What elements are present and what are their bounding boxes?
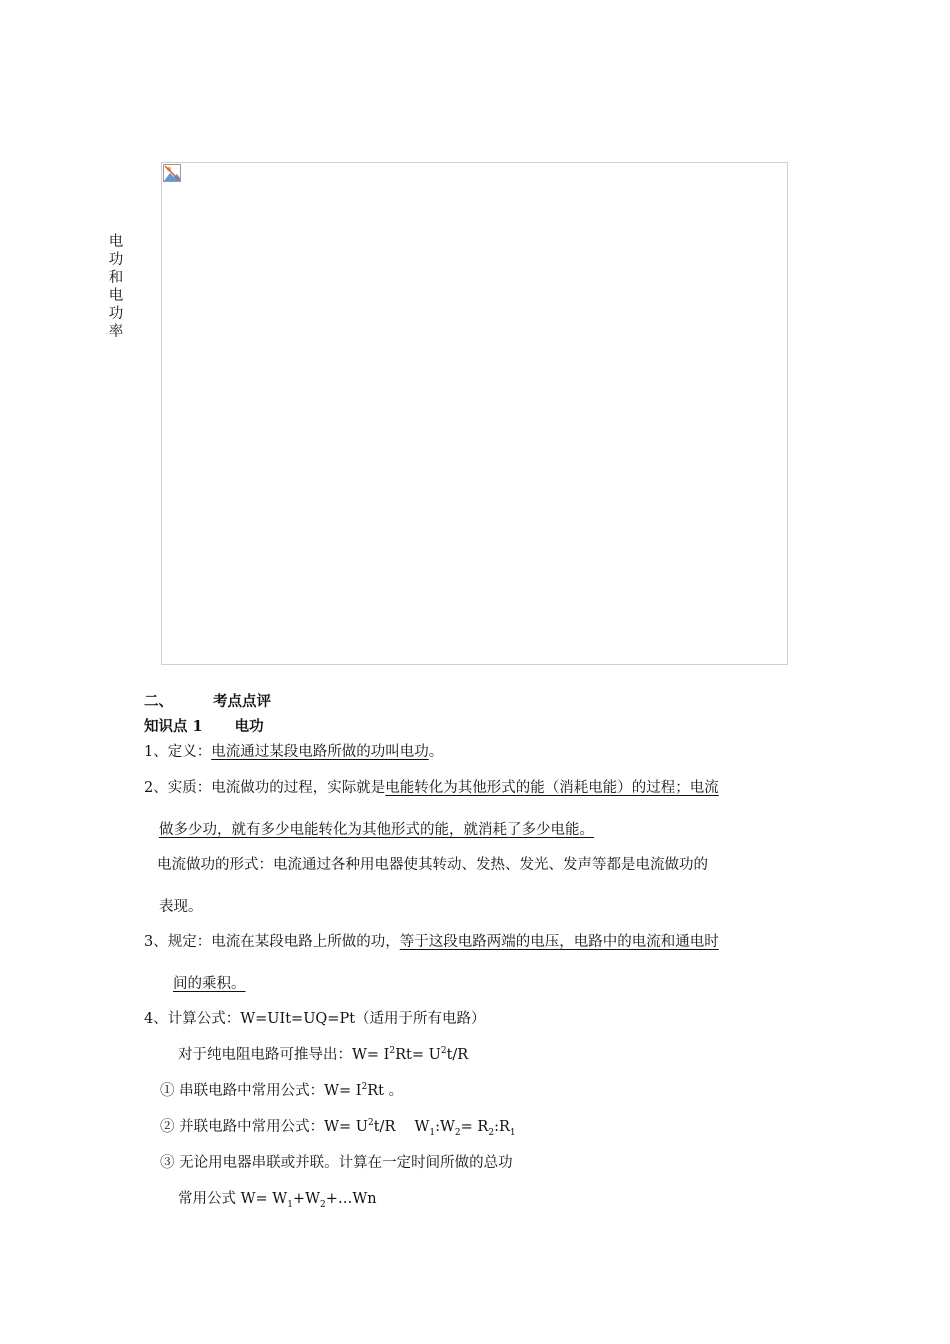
form-line-1 xyxy=(157,853,708,874)
form-line-2 xyxy=(159,895,203,916)
subscript: 1 xyxy=(509,1127,516,1138)
parallel-prefix: ② 并联电路中常用公式：W= U xyxy=(160,1119,368,1135)
total-formula-line xyxy=(178,1187,377,1208)
essence-prefix: 2、实质：电流做功的过程，实际就是 xyxy=(144,780,386,796)
superscript: 2 xyxy=(361,1082,368,1093)
parallel-colon-2: :R xyxy=(494,1119,510,1135)
superscript: 2 xyxy=(440,1046,447,1057)
knowledge-heading xyxy=(144,715,264,736)
pure-prefix: 对于纯电阻电路可推导出：W= I xyxy=(178,1047,390,1063)
title-char: 率 xyxy=(108,324,124,340)
form-text-2: 表现。 xyxy=(159,899,203,915)
title-char: 功 xyxy=(108,252,124,268)
pure-end: t/R xyxy=(446,1047,469,1063)
parallel-colon: :W xyxy=(435,1119,455,1135)
superscript: 2 xyxy=(368,1118,374,1129)
rule-prefix: 3、规定：电流在某段电路上所做的功， xyxy=(144,934,400,950)
form-text-1: 电流做功的形式：电流通过各种用电器使其转动、发热、发光、发声等都是电流做功的 xyxy=(157,857,708,873)
pure-resistance-line xyxy=(178,1043,468,1064)
rule-line-2 xyxy=(173,972,246,993)
subscript: 1 xyxy=(429,1127,436,1138)
title-char: 功 xyxy=(108,306,124,322)
series-prefix: ① 串联电路中常用公式：W= I xyxy=(160,1083,362,1099)
parallel-mid: t/R W xyxy=(373,1119,430,1135)
section-title: 考点点评 xyxy=(213,693,271,710)
formula-line xyxy=(144,1007,486,1028)
series-line xyxy=(160,1079,403,1100)
total-text: ③ 无论用电器串联或并联。计算在一定时间所做的总功 xyxy=(160,1155,513,1171)
superscript: 2 xyxy=(389,1046,396,1057)
section-heading xyxy=(144,690,271,711)
formula-text: 4、计算公式：W=UIt=UQ=Pt（适用于所有电路） xyxy=(144,1011,486,1027)
series-end: Rt 。 xyxy=(367,1083,404,1099)
section-number: 二、 xyxy=(144,693,173,710)
definition-prefix: 1、定义： xyxy=(144,744,212,760)
subscript: 2 xyxy=(319,1199,326,1210)
essence-line-2 xyxy=(159,818,594,839)
knowledge-title: 电功 xyxy=(234,718,264,735)
subscript: 2 xyxy=(488,1127,495,1138)
title-char: 电 xyxy=(108,288,124,304)
essence-underlined-1: 电能转化为其他形式的能（消耗电能）的过程；电流 xyxy=(385,780,719,796)
title-char: 和 xyxy=(108,270,124,286)
definition-line xyxy=(144,740,443,761)
total-formula-plus: +W xyxy=(292,1191,320,1207)
total-formula-end: +…Wn xyxy=(325,1191,377,1207)
total-line xyxy=(160,1151,513,1172)
vertical-chapter-title xyxy=(106,233,126,341)
parallel-line xyxy=(160,1115,516,1136)
rule-underlined-1: 等于这段电路两端的电压，电路中的电流和通电时 xyxy=(399,934,719,950)
parallel-eq: = R xyxy=(460,1119,489,1135)
definition-text: 电流通过某段电路所做的功叫电功 xyxy=(211,744,429,760)
definition-end: 。 xyxy=(428,744,444,760)
subscript: 2 xyxy=(454,1127,461,1138)
broken-image-icon xyxy=(163,164,181,182)
rule-line-1 xyxy=(144,930,719,951)
essence-line-1 xyxy=(144,776,719,797)
figure-placeholder xyxy=(161,162,788,665)
title-char: 电 xyxy=(108,234,124,250)
essence-underlined-2: 做多少功，就有多少电能转化为其他形式的能，就消耗了多少电能。 xyxy=(159,822,594,838)
pure-mid: Rt= U xyxy=(395,1047,441,1063)
total-formula-prefix: 常用公式 W= W xyxy=(178,1191,288,1207)
knowledge-label: 知识点 1 xyxy=(144,718,203,735)
subscript: 1 xyxy=(287,1199,293,1210)
rule-underlined-2: 间的乘积。 xyxy=(173,976,246,992)
